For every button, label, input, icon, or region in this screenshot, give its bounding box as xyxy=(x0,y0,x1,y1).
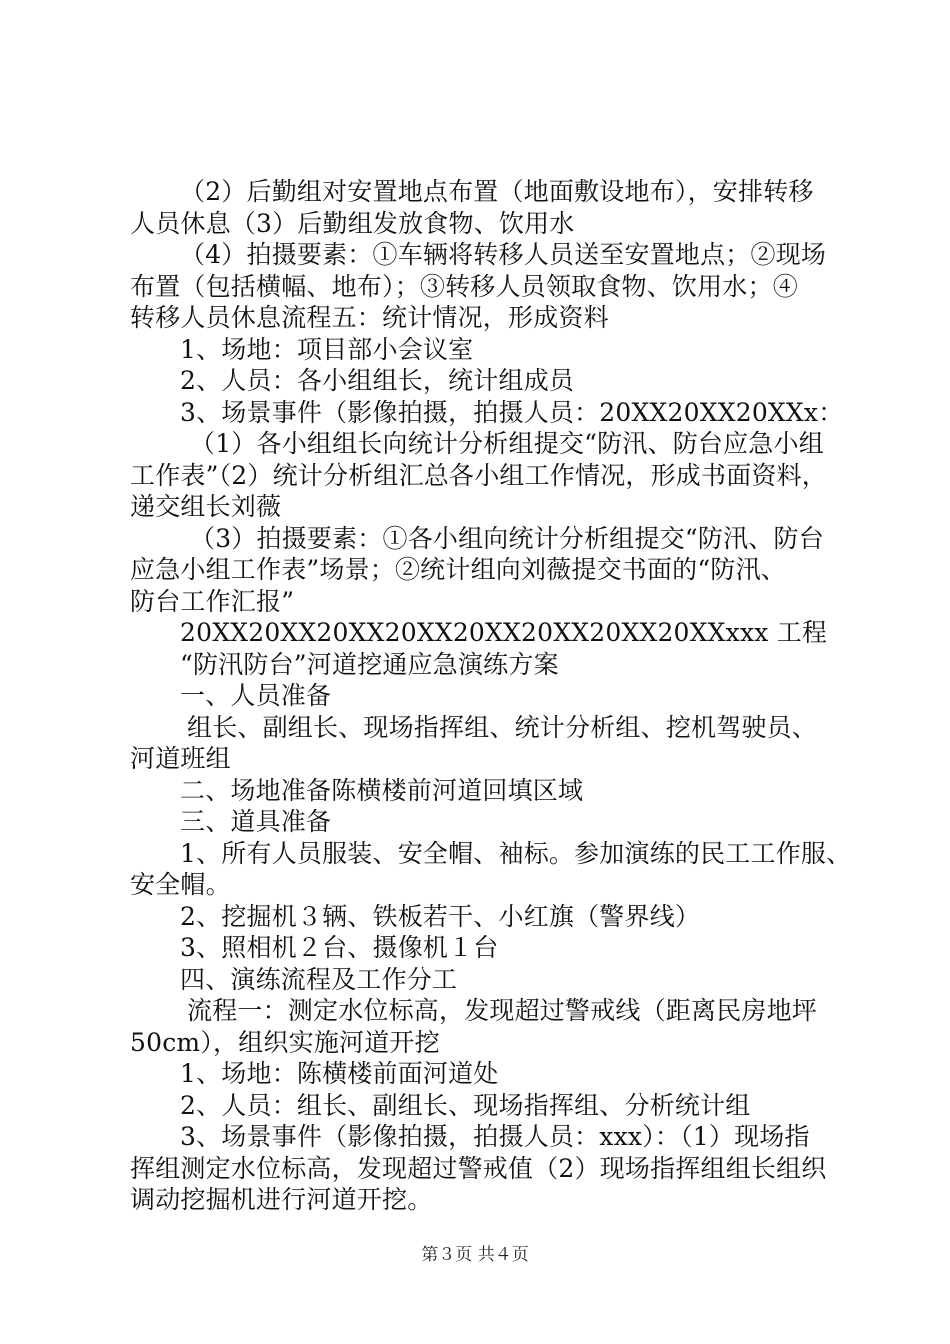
text-line: 布置（包括横幅、地布）；③转移人员领取食物、饮用水；④ xyxy=(130,271,798,301)
text-line: 1、所有人员服装、安全帽、袖标。参加演练的民工工作服、 xyxy=(180,838,852,868)
text-line: 1、场地：陈横楼前面河道处 xyxy=(180,1059,499,1088)
text-line: 工作表”（2）统计分析组汇总各小组工作情况，形成书面资料， xyxy=(130,460,827,490)
text-line: 调动挖掘机进行河道开挖。 xyxy=(130,1185,433,1214)
text-line: 2、挖掘机３辆、铁板若干、小红旗（警界线） xyxy=(180,901,701,931)
text-line: 安全帽。 xyxy=(130,870,231,899)
text-line: 2、人员：组长、副组长、现场指挥组、分析统计组 xyxy=(180,1090,751,1120)
text-line: 流程一：测定水位标高，发现超过警戒线（距离民房地坪 xyxy=(187,996,818,1025)
text-line: 50cm），组织实施河道开挖 xyxy=(130,1027,440,1057)
document-body xyxy=(130,176,852,1216)
section-heading: 四、演练流程及工作分工 xyxy=(180,964,458,994)
section-heading: 二、场地准备陈横楼前河道回填区域 xyxy=(180,775,584,805)
section-heading: 三、道具准备 xyxy=(180,807,332,836)
text-line: 1、场地：项目部小会议室 xyxy=(180,334,474,364)
text-line: 人员休息（3）后勤组发放食物、饮用水 xyxy=(130,208,575,238)
text-line: 3、场景事件（影像拍摄，拍摄人员：xxx）：（1）现场指 xyxy=(180,1122,810,1151)
text-line: 河道班组 xyxy=(130,744,231,773)
text-line: 防台工作汇报” xyxy=(130,586,295,616)
text-line: 挥组测定水位标高，发现超过警戒值（2）现场指挥组组长组织 xyxy=(130,1153,827,1183)
text-line: 转移人员休息流程五：统计情况，形成资料 xyxy=(130,303,609,332)
text-line: 2、人员：各小组组长，统计组成员 xyxy=(180,366,575,395)
text-line: 应急小组工作表”场景；②统计组向刘薇提交书面的“防汛、 xyxy=(130,555,786,584)
text-line: （2）后勤组对安置地点布置（地面敷设地布），安排转移 xyxy=(180,177,814,206)
section-heading: 一、人员准备 xyxy=(180,681,332,710)
document-title: “防汛防台”河道挖通应急演练方案 xyxy=(180,649,559,679)
text-line: 3、照相机２台、摄像机１台 xyxy=(180,933,499,962)
text-line: 递交组长刘薇 xyxy=(130,492,282,521)
text-line: （3）拍摄要素：①各小组向统计分析组提交“防汛、防台 xyxy=(190,523,824,553)
text-line: 20XX20XX20XX20XX20XX20XX20XX20XXxxx 工程 xyxy=(180,618,828,647)
page-number-footer: 第３页 共４页 xyxy=(421,1245,529,1265)
text-line: 组长、副组长、现场指挥组、统计分析组、挖机驾驶员、 xyxy=(187,712,818,742)
text-line: （1）各小组组长向统计分析组提交“防汛、防台应急小组 xyxy=(190,429,824,458)
text-line: 3、场景事件（影像拍摄，拍摄人员：20XX20XX20XXx： xyxy=(180,397,844,427)
text-line: （4）拍摄要素：①车辆将转移人员送至安置地点；②现场 xyxy=(180,240,827,269)
